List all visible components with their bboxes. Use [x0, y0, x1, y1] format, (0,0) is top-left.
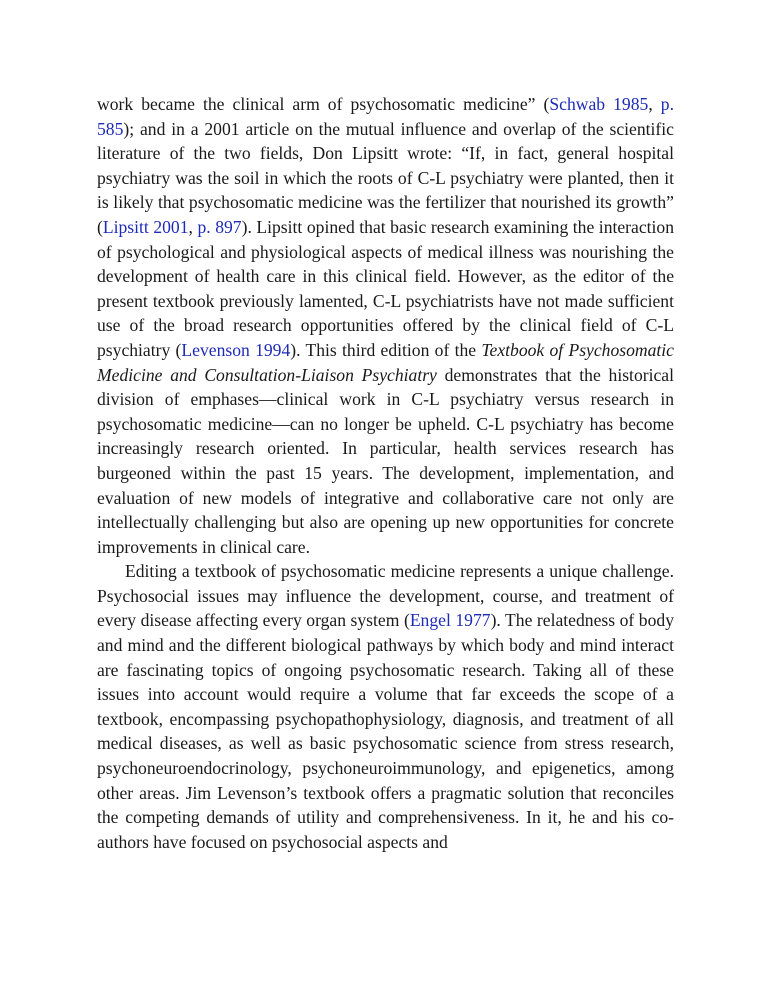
- citation-link-lipsitt-2001[interactable]: Lipsitt 2001: [102, 216, 189, 237]
- citation-link-schwab-1985[interactable]: Schwab 1985: [549, 94, 649, 114]
- citation-link-page-585[interactable]: p. 585: [97, 94, 674, 139]
- text-segment: Editing a textbook of psychosomatic medicine represents a unique challenge. Psychosocial issues may influence the development, course, and treatment of every disease affecting every organ system (: [97, 561, 674, 631]
- citation-link-levenson-1994[interactable]: Levenson 1994: [181, 339, 291, 360]
- text-segment: ). The relatedness of body and mind and the different biological pathways by which body and mind interact are fascinating topics of ongoing psychosomatic research. Taking all of these issues into account would require a volume that far exceeds the scope of a textbook, encompassing psychopathophysiology, diagnosis, and treatment of all medical diseases, as well as basic psychosomatic science from stress research, psychoneuroendocrinology, psychoneuroimmunology, and epigenetics, among other areas. Jim Levenson’s textbook offers a pragmatic solution that reconciles the competing demands of utility and comprehensiveness. In it, he and his co-authors have focused on psychosocial aspects and: [97, 610, 674, 852]
- paragraph-2: [97, 559, 674, 854]
- text-segment: ). This third edition of the: [290, 339, 482, 360]
- paragraph-1: [97, 92, 674, 559]
- document-page: [97, 92, 674, 854]
- text-segment: ). Lipsitt opined that basic research examining the interaction of psychological and physiological aspects of medical illness was nourishing the development of health care in this clinical field. However, as the editor of the present textbook previously lamented, C-L psychiatrists have not made sufficient use of the broad research opportunities offered by the clinical field of C-L psychiatry (: [97, 216, 675, 360]
- text-segment: ,: [648, 94, 661, 114]
- citation-link-engel-1977[interactable]: Engel 1977: [409, 610, 491, 631]
- citation-link-page-897[interactable]: p. 897: [197, 216, 242, 237]
- text-segment: ,: [188, 216, 198, 237]
- book-title: Textbook of Psychosomatic Medicine and Consultation-Liaison Psychiatry: [97, 339, 674, 385]
- text-segment: work became the clinical arm of psychosomatic medicine” (: [97, 94, 550, 114]
- text-segment: demonstrates that the historical division of emphases—clinical work in C-L psychiatry versus research in psychosomatic medicine—can no longer be upheld. C-L psychiatry has become increasingly research oriented. In particular, health services research has burgeoned within the past 15 years. The development, implementation, and evaluation of new models of integrative and collaborative care not only are intellectually challenging but also are opening up new opportunities for concrete improvements in clinical care.: [97, 364, 674, 557]
- text-segment: ); and in a 2001 article on the mutual influence and overlap of the scientific literature of the two fields, Don Lipsitt wrote: “If, in fact, general hospital psychiatry was the soil in which the roots of C-L psychiatry were planted, then it is likely that psychosomatic medicine was the fertilizer that nourished its growth” (: [97, 118, 674, 237]
